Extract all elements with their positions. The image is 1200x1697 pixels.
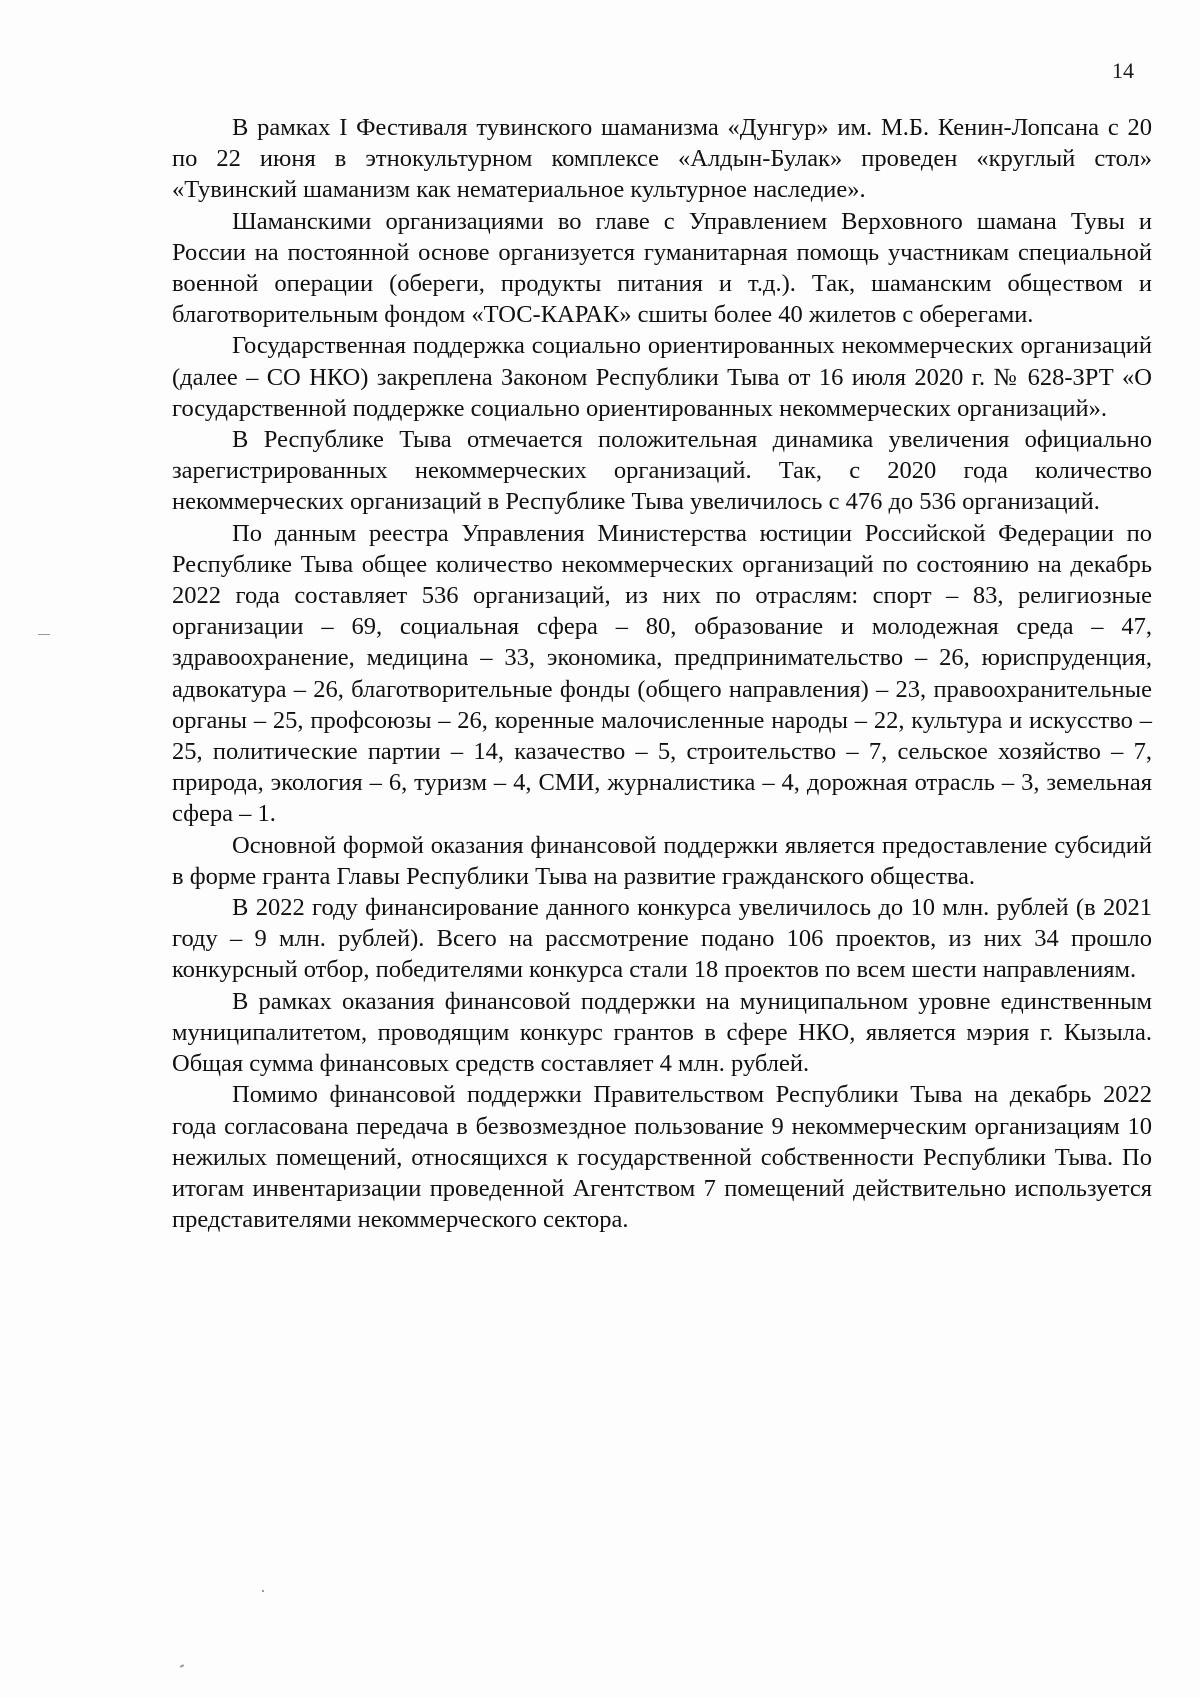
document-body xyxy=(172,112,1152,1235)
paragraph-municipal-support: В рамках оказания финансовой поддержки на муниципальном уровне единственным муниципалитетом, проводящим конкурс грантов в сфере НКО, является мэрия г. Кызыла. Общая сумма финансовых средств составляет 4 млн. рублей. xyxy=(172,987,1152,1078)
paragraph-state-support-law: Государственная поддержка социально ориентированных некоммерческих организаций (далее – СО НКО) закреплена Законом Республики Тыва от 16 июля 2020 г. № 628-ЗРТ «О государственной поддержке социально ориентированных некоммерческих организаций». xyxy=(172,332,1152,422)
paragraph-property-transfer: Помимо финансовой поддержки Правительством Республики Тыва на декабрь 2022 года согласована передача в безвозмездное пользование 9 некоммерческим организациям 10 нежилых помещений, относящихся к государственной собственности Республики Тыва. По итогам инвентаризации проведенной Агентством 7 помещений действительно используется представителями некоммерческого сектора. xyxy=(172,1081,1152,1234)
scan-speck xyxy=(180,1664,184,1668)
paragraph-grant-subsidies: Основной формой оказания финансовой поддержки является предоставление субсидий в форме гранта Главы Республики Тыва на развитие гражданского общества. xyxy=(172,831,1152,890)
scan-speck xyxy=(262,1590,264,1592)
paragraph-2022-funding: В 2022 году финансирование данного конкурса увеличилось до 10 млн. рублей (в 2021 году – 9 млн. рублей). Всего на рассмотрение подано 106 проектов, из них 34 прошло конкурсный отбор, победителями конкурса стали 18 проектов по всем шести направлениям. xyxy=(172,894,1152,984)
paragraph-humanitarian-aid: Шаманскими организациями во главе с Управлением Верховного шамана Тувы и России на постоянной основе организуется гуманитарная помощь участникам специальной военной операции (обереги, продукты питания и т.д.). Так, шаманским обществом и благотворительным фондом «ТОС-КАРАК» сшиты более 40 жилетов с оберегами. xyxy=(172,207,1152,329)
page-number: 14 xyxy=(1112,58,1134,83)
paragraph-shamanism-festival: В рамках I Фестиваля тувинского шаманизма «Дунгур» им. М.Б. Кенин-Лопсана с 20 по 22 июня в этнокультурном комплексе «Алдын-Булак» проведен «круглый стол» «Тувинский шаманизм как нематериальное культурное наследие». xyxy=(172,114,1152,204)
paragraph-nco-growth: В Республике Тыва отмечается положительная динамика увеличения официально зарегистрированных некоммерческих организаций. Так, с 2020 года количество некоммерческих организаций в Республике Тыва увеличилось с 476 до 536 организаций. xyxy=(172,426,1152,516)
paragraph-nco-registry-by-sector: По данным реестра Управления Министерства юстиции Российской Федерации по Республике Тыва общее количество некоммерческих организаций по состоянию на декабрь 2022 года составляет 536 организаций, из них по отраслям: спорт – 83, религиозные организации – 69, социальная сфера – 80, образование и молодежная среда – 47, здравоохранение, медицина – 33, экономика, предпринимательство – 26, юриспруденция, адвокатура – 26, благотворительные фонды (общего направления) – 23, правоохранительные органы – 25, профсоюзы – 26, коренные малочисленные народы – 22, культура и искусство – 25, политические партии – 14, казачество – 5, строительство – 7, сельское хозяйство – 7, природа, экология – 6, туризм – 4, СМИ, журналистика – 4, дорожная отрасль – 3, земельная сфера – 1. xyxy=(172,519,1152,828)
scan-speck xyxy=(38,634,50,635)
